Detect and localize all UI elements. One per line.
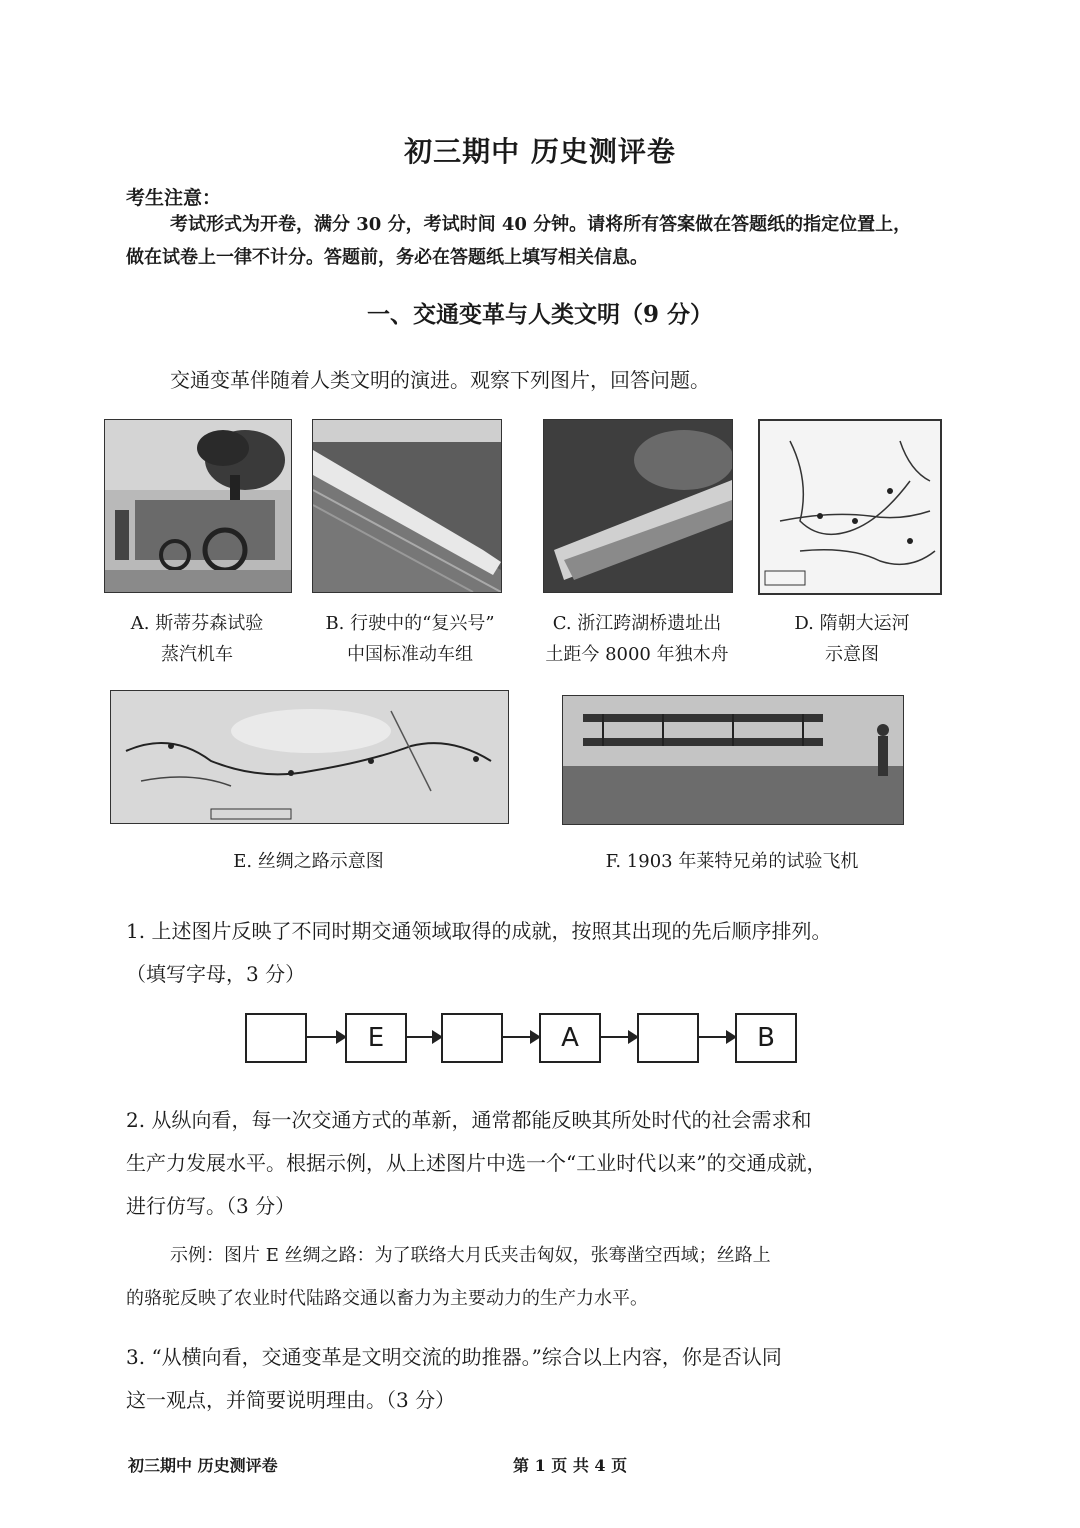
sequence-arrow <box>307 1036 345 1038</box>
page-title: 初三期中 历史测评卷 <box>404 135 676 168</box>
sequence-box-1[interactable] <box>245 1013 307 1063</box>
sequence-arrow <box>405 1036 441 1038</box>
figure-d-grand-canal-map <box>758 419 942 595</box>
figure-a-steam-locomotive <box>104 419 292 593</box>
figure-b-caption: B. 行驶中的“复兴号” 中国标准动车组 <box>325 613 495 665</box>
figure-c-caption: C. 浙江跨湖桥遗址出 土距今 8000 年独木舟 <box>545 613 729 665</box>
figure-e-caption: E. 丝绸之路示意图 <box>233 851 384 872</box>
section-intro: 交通变革伴随着人类文明的演进。观察下列图片，回答问题。 <box>170 368 710 392</box>
sequence-box-6[interactable]: B <box>735 1013 797 1063</box>
figure-b-fuxing-train <box>312 419 502 593</box>
figure-e-silk-road-map <box>110 690 509 824</box>
sequence-box-3[interactable] <box>441 1013 503 1063</box>
notice-body: 考试形式为开卷，满分 30 分，考试时间 40 分钟。请将所有答案做在答题纸的指定位置上，做在试卷上一律不计分。答题前，务必在答题纸上填写相关信息。 <box>126 214 912 268</box>
figure-c-dugout-canoe <box>543 419 733 593</box>
sequence-flow <box>245 1013 805 1065</box>
sequence-arrow <box>503 1036 539 1038</box>
figure-f-wright-flyer <box>562 695 904 825</box>
sequence-box-2[interactable]: E <box>345 1013 407 1063</box>
question-3: 3. “从横向看，交通变革是文明交流的助推器。”综合以上内容，你是否认同 这一观点，并简要说明理由。（3 分） <box>126 1345 782 1412</box>
sequence-arrow <box>699 1036 735 1038</box>
footer-page-number: 第 1 页 共 4 页 <box>513 1456 628 1475</box>
sequence-box-4[interactable]: A <box>539 1013 601 1063</box>
sequence-arrow <box>601 1036 637 1038</box>
figure-d-caption: D. 隋朝大运河 示意图 <box>794 613 910 665</box>
footer-title: 初三期中 历史测评卷 <box>128 1456 278 1475</box>
question-1: 1. 上述图片反映了不同时期交通领域取得的成就，按照其出现的先后顺序排列。 （填写字母，3 分） <box>126 919 832 986</box>
question-2-example: 示例：图片 E 丝绸之路：为了联络大月氏夹击匈奴，张骞凿空西域；丝路上 的骆驼反映了农业时代陆路交通以畜力为主要动力的生产力水平。 <box>126 1245 771 1309</box>
section-heading: 一、交通变革与人类文明（9 分） <box>366 301 713 328</box>
figure-a-caption: A. 斯蒂芬森试验 蒸汽机车 <box>130 613 264 665</box>
sequence-box-5[interactable] <box>637 1013 699 1063</box>
notice-heading: 考生注意： <box>126 187 222 209</box>
figure-f-caption: F. 1903 年莱特兄弟的试验飞机 <box>605 851 859 872</box>
question-2: 2. 从纵向看，每一次交通方式的革新，通常都能反映其所处时代的社会需求和 生产力发展水平。根据示例，从上述图片中选一个“工业时代以来”的交通成就， 进行仿写。（3 分） <box>126 1108 827 1218</box>
